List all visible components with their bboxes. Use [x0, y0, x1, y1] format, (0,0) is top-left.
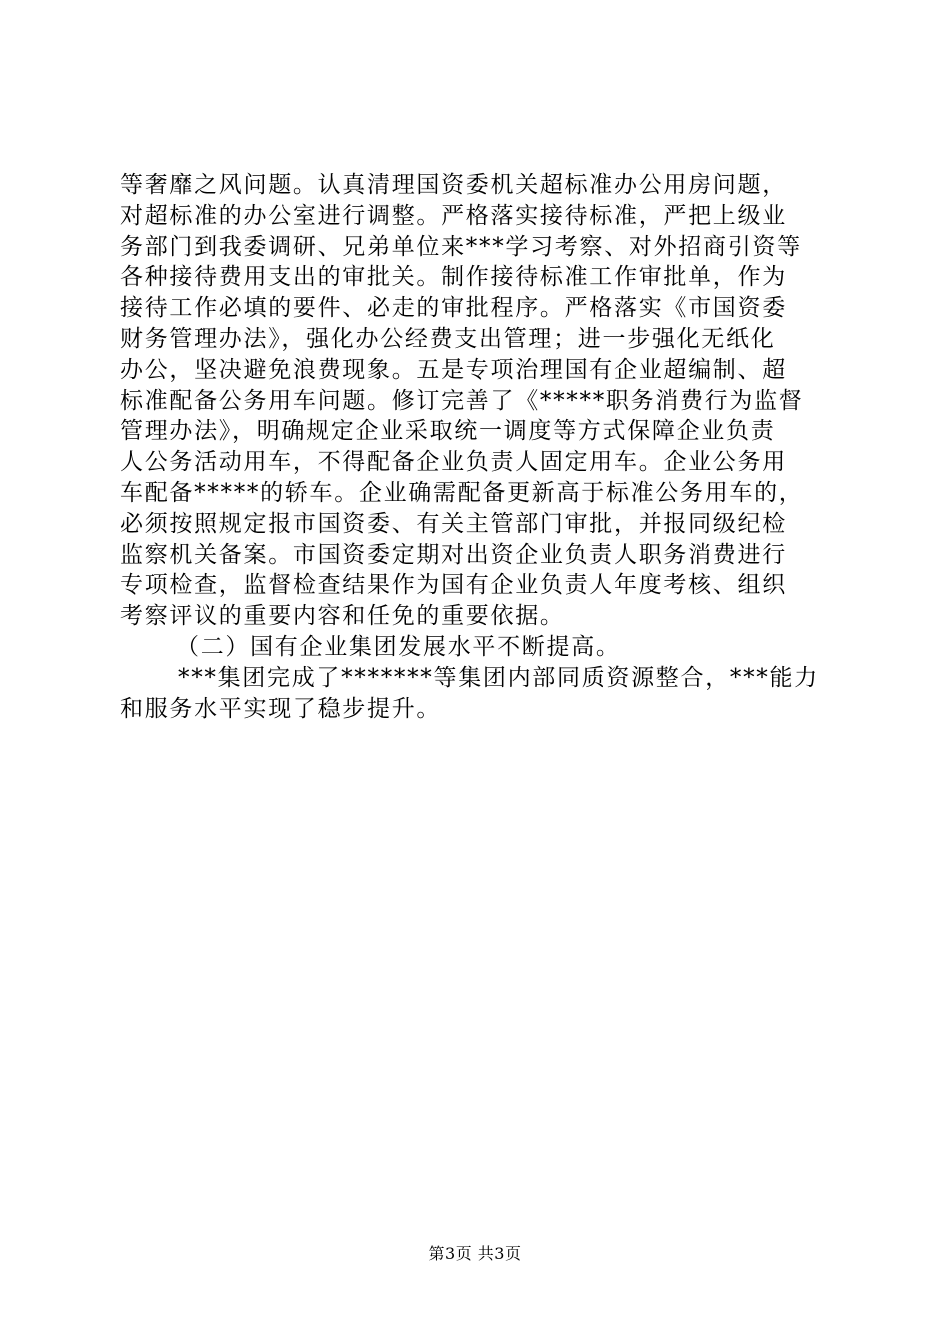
text-line: 各种接待费用支出的审批关。制作接待标准工作审批单，作为	[120, 264, 787, 291]
page-number: 第3页 共3页	[428, 1244, 522, 1263]
text-line: 务部门到我委调研、兄弟单位来***学习考察、对外招商引资等	[120, 233, 802, 260]
section-heading: （二）国有企业集团发展水平不断提高。	[176, 633, 621, 660]
text-line: 接待工作必填的要件、必走的审批程序。严格落实《市国资委	[120, 295, 787, 322]
text-line: 监察机关备案。市国资委定期对出资企业负责人职务消费进行	[120, 541, 787, 568]
text-line: 专项检查，监督检查结果作为国有企业负责人年度考核、组织	[120, 572, 787, 599]
text-line: 财务管理办法》，强化办公经费支出管理；进一步强化无纸化	[120, 325, 776, 352]
text-line: 对超标准的办公室进行调整。严格落实接待标准，严把上级业	[120, 202, 787, 229]
body-text	[120, 170, 832, 724]
text-line: 车配备*****的轿车。企业确需配备更新高于标准公务用车的，	[120, 479, 804, 506]
text-line: 办公，坚决避免浪费现象。五是专项治理国有企业超编制、超	[120, 356, 787, 383]
text-line: ***集团完成了*******等集团内部同质资源整合，***能力	[178, 664, 819, 691]
text-line: 标准配备公务用车问题。修订完善了《*****职务消费行为监督	[120, 387, 804, 414]
text-line: 管理办法》，明确规定企业采取统一调度等方式保障企业负责	[120, 418, 776, 445]
text-line: 等奢靡之风问题。认真清理国资委机关超标准办公用房问题，	[120, 172, 787, 198]
text-line: 人公务活动用车，不得配备企业负责人固定用车。企业公务用	[120, 449, 787, 476]
text-line: 考察评议的重要内容和任免的重要依据。	[120, 603, 565, 630]
page-footer	[0, 1244, 950, 1264]
text-line: 和服务水平实现了稳步提升。	[120, 695, 442, 722]
text-line: 必须按照规定报市国资委、有关主管部门审批，并报同级纪检	[120, 510, 787, 537]
